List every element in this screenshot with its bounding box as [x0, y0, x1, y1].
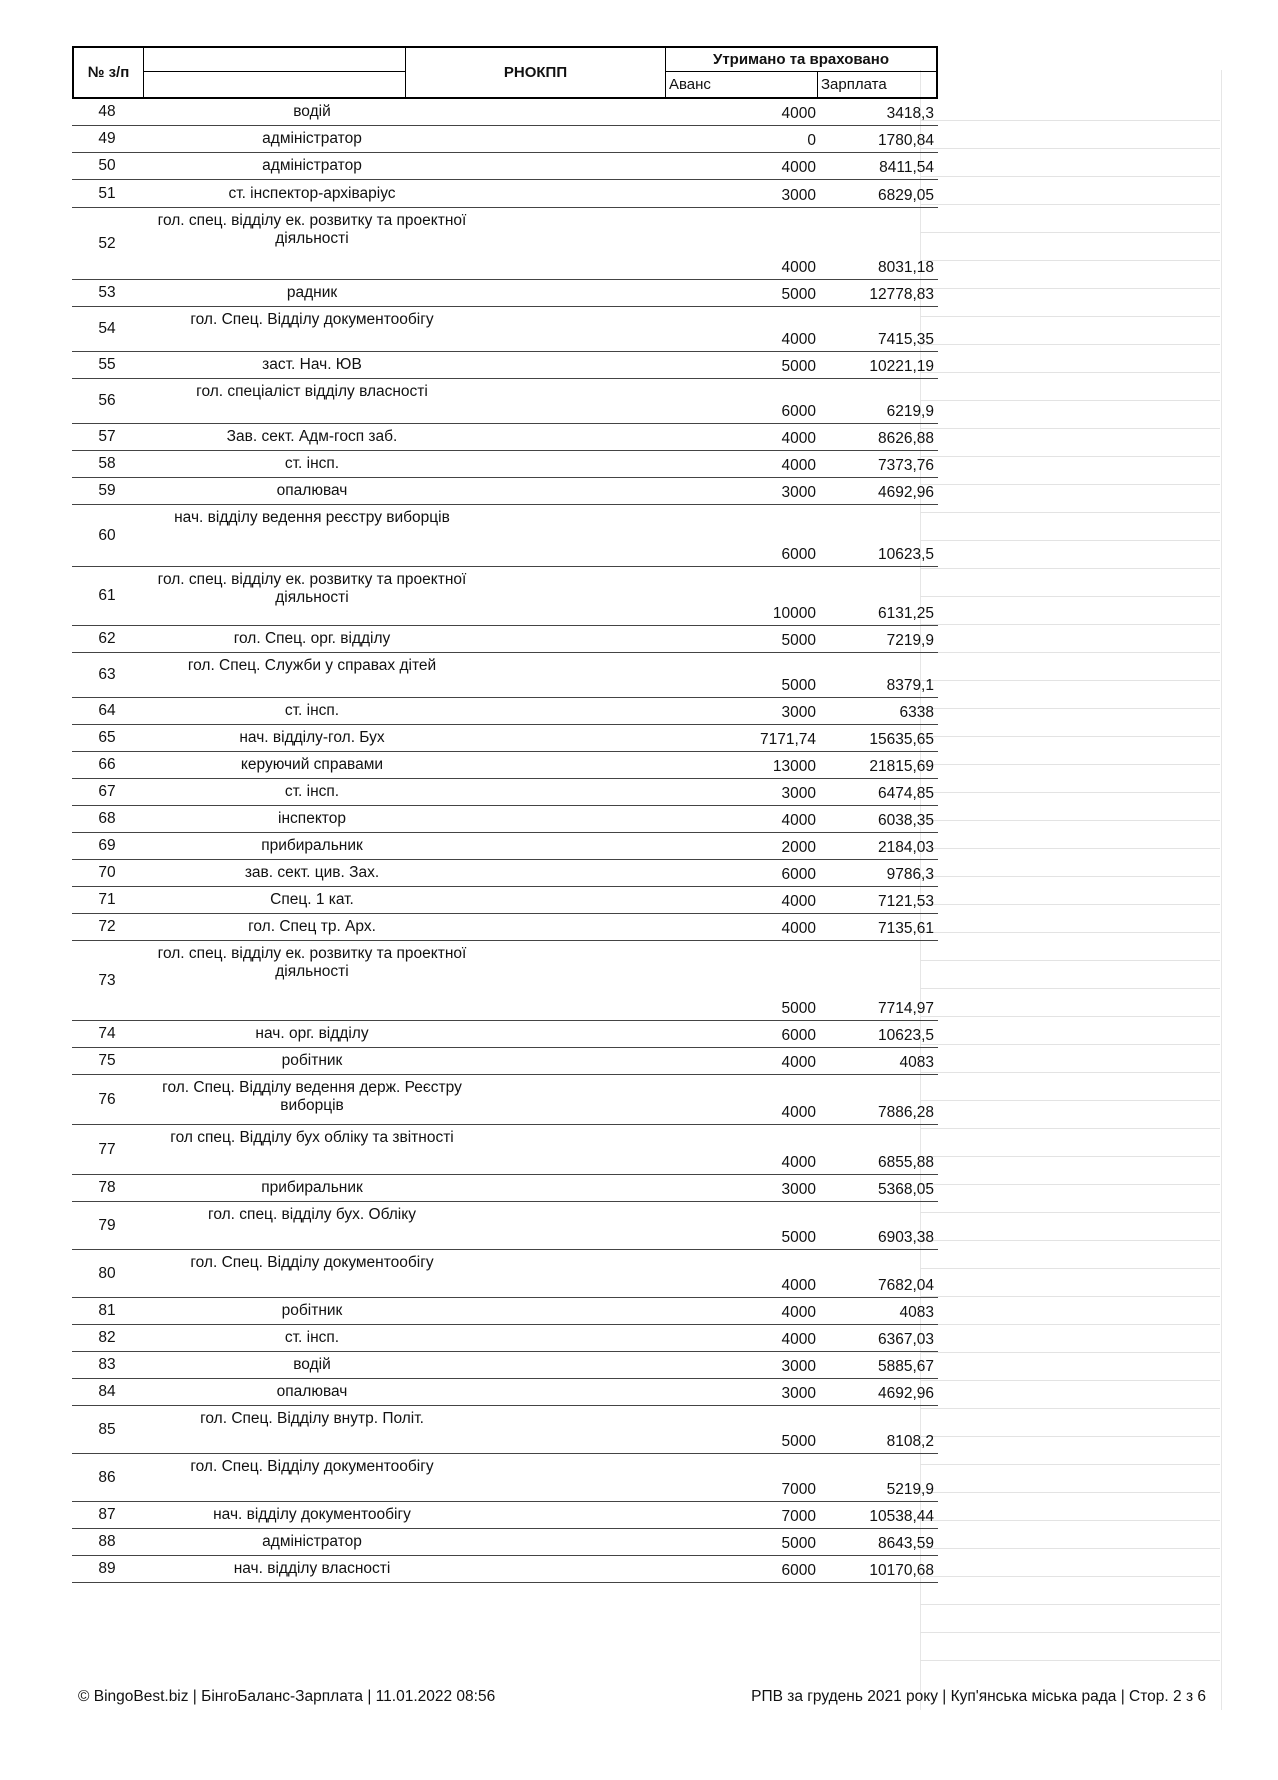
table-row [72, 99, 938, 126]
row-advance: 4000 [781, 1154, 816, 1171]
row-number: 48 [98, 103, 116, 120]
table-row [72, 779, 938, 806]
row-number: 67 [98, 783, 116, 800]
row-advance: 7000 [781, 1508, 816, 1525]
table-row [72, 1202, 938, 1250]
table-row [72, 1298, 938, 1325]
row-advance: 4000 [781, 920, 816, 937]
table-row [72, 451, 938, 478]
row-salary: 10170,68 [869, 1562, 934, 1579]
row-number: 50 [98, 157, 116, 174]
row-number: 55 [98, 356, 116, 373]
table-row [72, 1250, 938, 1298]
header-withheld: Утримано та враховано [666, 48, 936, 72]
row-salary: 6829,05 [877, 187, 934, 204]
row-position: прибиральник [261, 837, 363, 854]
row-position: керуючий справами [240, 756, 384, 773]
row-position: адміністратор [262, 1533, 362, 1550]
row-advance: 3000 [781, 1358, 816, 1375]
row-number: 86 [98, 1468, 116, 1486]
row-number: 63 [98, 666, 116, 683]
row-position: адміністратор [262, 130, 362, 147]
row-position: робітник [281, 1302, 343, 1319]
row-salary: 4692,96 [877, 484, 934, 501]
row-advance: 5000 [781, 1229, 816, 1246]
row-number: 61 [98, 587, 116, 604]
row-number: 82 [98, 1329, 116, 1346]
table-row [72, 752, 938, 779]
row-advance: 10000 [772, 605, 816, 622]
row-salary: 6338 [899, 704, 934, 721]
row-number: 60 [98, 526, 116, 544]
row-position: водій [293, 1356, 331, 1373]
row-number: 64 [98, 702, 116, 719]
table-row [72, 379, 938, 424]
table-row [72, 208, 938, 280]
row-position: нач. відділу власності [233, 1560, 391, 1577]
table-row [72, 1502, 938, 1529]
table-row [72, 914, 938, 941]
row-advance: 6000 [781, 1027, 816, 1044]
row-salary: 8626,88 [877, 430, 934, 447]
row-advance: 6000 [781, 1562, 816, 1579]
row-number: 76 [98, 1090, 116, 1108]
table-row [72, 1325, 938, 1352]
row-salary: 8108,2 [886, 1433, 934, 1450]
table-row [72, 860, 938, 887]
row-advance: 3000 [781, 1181, 816, 1198]
row-advance: 3000 [781, 1385, 816, 1402]
row-position: водій [293, 103, 331, 120]
table-row [72, 698, 938, 725]
table-row [72, 887, 938, 914]
row-position: ст. інсп. [284, 1329, 340, 1346]
row-position: ст. інсп. [284, 702, 340, 719]
table-row [72, 1048, 938, 1075]
table-row [72, 567, 938, 626]
row-number: 49 [98, 130, 116, 147]
table-row [72, 280, 938, 307]
row-salary: 10623,5 [877, 1027, 934, 1044]
row-position: гол. Спец. орг. відділу [233, 630, 391, 647]
row-salary: 8411,54 [879, 159, 934, 176]
row-advance: 4000 [781, 105, 816, 122]
row-position: адміністратор [262, 157, 362, 174]
row-number: 56 [98, 392, 116, 409]
row-advance: 4000 [781, 1304, 816, 1321]
row-number: 85 [98, 1420, 116, 1438]
row-salary: 4083 [899, 1054, 934, 1071]
row-position: ст. інсп. [284, 783, 340, 800]
row-salary: 3418,3 [886, 105, 934, 122]
row-position: Зав. сект. Адм-госп заб. [226, 428, 398, 445]
row-number: 57 [98, 428, 116, 445]
table-row [72, 941, 938, 1021]
row-position: гол. Спец. Служби у справах дітей [187, 657, 437, 674]
table-header [72, 46, 938, 99]
row-position: гол. спец. відділу ек. розвитку та проектної діяльності [157, 945, 467, 980]
row-number: 73 [98, 971, 116, 989]
row-number: 78 [98, 1179, 116, 1196]
table-row [72, 653, 938, 698]
table-row [72, 1379, 938, 1406]
row-number: 72 [98, 918, 116, 935]
row-salary: 8643,59 [877, 1535, 934, 1552]
row-advance: 3000 [781, 187, 816, 204]
row-position: гол спец. Відділу бух обліку та звітності [170, 1129, 454, 1146]
row-advance: 7000 [781, 1481, 816, 1498]
row-number: 66 [98, 756, 116, 773]
row-salary: 7886,28 [877, 1104, 934, 1121]
row-number: 52 [98, 234, 116, 252]
row-salary: 4692,96 [877, 1385, 934, 1402]
table-row [72, 1529, 938, 1556]
row-number: 88 [98, 1533, 116, 1550]
header-name-top [144, 48, 406, 72]
row-advance: 5000 [781, 358, 816, 375]
row-salary: 8031,18 [877, 259, 934, 276]
row-salary: 6038,35 [877, 812, 934, 829]
table-row [72, 505, 938, 567]
footer-left: © BingoBest.biz | БінгоБаланс-Зарплата | 11.01.2022 08:56 [78, 1688, 496, 1705]
row-salary: 6855,88 [877, 1154, 934, 1171]
row-position: нач. орг. відділу [255, 1025, 369, 1042]
row-salary: 9786,3 [886, 866, 934, 883]
row-advance: 7171,74 [759, 731, 816, 748]
row-advance: 5000 [781, 286, 816, 303]
row-salary: 8379,1 [886, 677, 934, 694]
row-advance: 3000 [781, 704, 816, 721]
row-advance: 4000 [781, 893, 816, 910]
table-row [72, 1021, 938, 1048]
row-position: гол. Спец. Відділу документообігу [190, 311, 434, 328]
footer-right: РПВ за грудень 2021 року | Куп'янська міська рада | Стор. 2 з 6 [751, 1688, 1206, 1705]
row-number: 51 [98, 184, 116, 202]
row-position: гол. Спец. Відділу внутр. Політ. [200, 1410, 424, 1427]
row-number: 87 [98, 1506, 116, 1523]
row-salary: 7219,9 [886, 632, 934, 649]
header-rnokpp: РНОКПП [406, 48, 666, 97]
table-row [72, 307, 938, 352]
row-position: гол. спец. відділу ек. розвитку та проектної діяльності [157, 571, 467, 606]
row-advance: 5000 [781, 677, 816, 694]
row-number: 79 [98, 1216, 116, 1234]
row-salary: 5885,67 [877, 1358, 934, 1375]
row-number: 89 [98, 1560, 116, 1577]
row-number: 68 [98, 810, 116, 827]
row-position: нач. відділу-гол. Бух [239, 729, 385, 746]
table-row [72, 1175, 938, 1202]
table-row [72, 1406, 938, 1454]
row-salary: 7415,35 [877, 331, 934, 348]
row-advance: 3000 [781, 484, 816, 501]
row-position: інспектор [278, 810, 346, 827]
row-salary: 6474,85 [877, 785, 934, 802]
row-advance: 4000 [781, 1054, 816, 1071]
row-advance: 13000 [772, 758, 816, 775]
table-row [72, 424, 938, 451]
row-salary: 10623,5 [877, 546, 934, 563]
row-number: 69 [98, 837, 116, 854]
row-position: ст. інсп. [284, 455, 340, 472]
row-position: робітник [281, 1052, 343, 1069]
row-salary: 5219,9 [886, 1481, 934, 1498]
row-number: 54 [98, 320, 116, 337]
row-number: 80 [98, 1264, 116, 1282]
header-advance: Аванс [666, 72, 818, 97]
row-advance: 4000 [781, 812, 816, 829]
row-position: нач. відділу документообігу [213, 1506, 411, 1523]
row-advance: 6000 [781, 403, 816, 420]
row-advance: 4000 [781, 1104, 816, 1121]
table-row [72, 180, 938, 208]
row-advance: 5000 [781, 1535, 816, 1552]
row-position: гол. Спец. Відділу ведення держ. Реєстру виборців [162, 1079, 462, 1114]
table-row [72, 478, 938, 505]
row-position: зав. сект. цив. Зах. [244, 864, 380, 881]
row-salary: 6367,03 [877, 1331, 934, 1348]
row-position: радник [286, 284, 338, 301]
row-position: гол. Спец. Відділу документообігу [190, 1458, 434, 1475]
table-row [72, 833, 938, 860]
table-row [72, 725, 938, 752]
row-salary: 6131,25 [877, 605, 934, 622]
row-advance: 6000 [781, 866, 816, 883]
row-advance: 5000 [781, 632, 816, 649]
row-position: опалювач [276, 482, 348, 499]
row-salary: 7121,53 [877, 893, 934, 910]
row-number: 62 [98, 630, 116, 647]
row-advance: 5000 [781, 1433, 816, 1450]
row-number: 84 [98, 1383, 116, 1400]
row-salary: 10538,44 [869, 1508, 934, 1525]
row-position: прибиральник [261, 1179, 363, 1196]
row-position: гол. Спец. Відділу документообігу [190, 1254, 434, 1271]
row-salary: 15635,65 [869, 731, 934, 748]
row-number: 59 [98, 482, 116, 499]
row-salary: 6903,38 [877, 1229, 934, 1246]
row-position: заст. Нач. ЮВ [262, 356, 362, 373]
row-position: ст. інспектор-архіваріус [228, 184, 396, 202]
row-advance: 4000 [781, 159, 816, 176]
row-advance: 4000 [781, 1331, 816, 1348]
header-num: № з/п [74, 48, 144, 97]
row-advance: 4000 [781, 331, 816, 348]
row-number: 70 [98, 864, 116, 881]
row-position: гол. спец. відділу бух. Обліку [208, 1206, 416, 1223]
header-salary: Зарплата [821, 76, 887, 93]
row-salary: 7682,04 [877, 1277, 934, 1294]
table-row [72, 126, 938, 153]
row-salary: 6219,9 [886, 403, 934, 420]
row-number: 81 [98, 1302, 116, 1319]
row-salary: 12778,83 [869, 286, 934, 303]
row-advance: 4000 [781, 259, 816, 276]
table-row [72, 1454, 938, 1502]
row-advance: 6000 [781, 546, 816, 563]
row-position: опалювач [276, 1383, 348, 1400]
row-advance: 3000 [781, 785, 816, 802]
table-row [72, 1125, 938, 1175]
row-position: гол. спец. відділу ек. розвитку та проектної діяльності [157, 212, 467, 247]
header-name-bottom [144, 72, 406, 97]
table-row [72, 1352, 938, 1379]
row-salary: 4083 [899, 1304, 934, 1321]
row-position: гол. спеціаліст відділу власності [196, 383, 428, 400]
table-row [72, 806, 938, 833]
row-salary: 1780,84 [877, 132, 934, 149]
row-salary: 2184,03 [877, 839, 934, 856]
row-number: 65 [98, 729, 116, 746]
row-advance: 4000 [781, 457, 816, 474]
row-advance: 0 [807, 132, 816, 149]
row-salary: 7373,76 [877, 457, 934, 474]
table-row [72, 153, 938, 180]
row-salary: 5368,05 [877, 1181, 934, 1198]
table-row [72, 1556, 938, 1583]
row-position: Спец. 1 кат. [270, 891, 354, 908]
row-salary: 21815,69 [869, 758, 934, 775]
row-advance: 5000 [781, 1000, 816, 1017]
row-advance: 4000 [781, 1277, 816, 1294]
row-number: 75 [98, 1052, 116, 1069]
row-position: гол. Спец тр. Арх. [248, 918, 376, 935]
row-advance: 4000 [781, 430, 816, 447]
table-row [72, 626, 938, 653]
row-number: 83 [98, 1356, 116, 1373]
row-number: 53 [98, 284, 116, 301]
row-number: 77 [98, 1140, 116, 1158]
row-number: 58 [98, 455, 116, 472]
row-number: 71 [98, 891, 116, 908]
row-salary: 7135,61 [877, 920, 934, 937]
row-salary: 7714,97 [877, 1000, 934, 1017]
row-number: 74 [98, 1025, 116, 1042]
row-position: нач. відділу ведення реєстру виборців [174, 509, 450, 526]
table-row [72, 1075, 938, 1125]
row-salary: 10221,19 [869, 358, 934, 375]
table-row [72, 352, 938, 379]
row-advance: 2000 [781, 839, 816, 856]
